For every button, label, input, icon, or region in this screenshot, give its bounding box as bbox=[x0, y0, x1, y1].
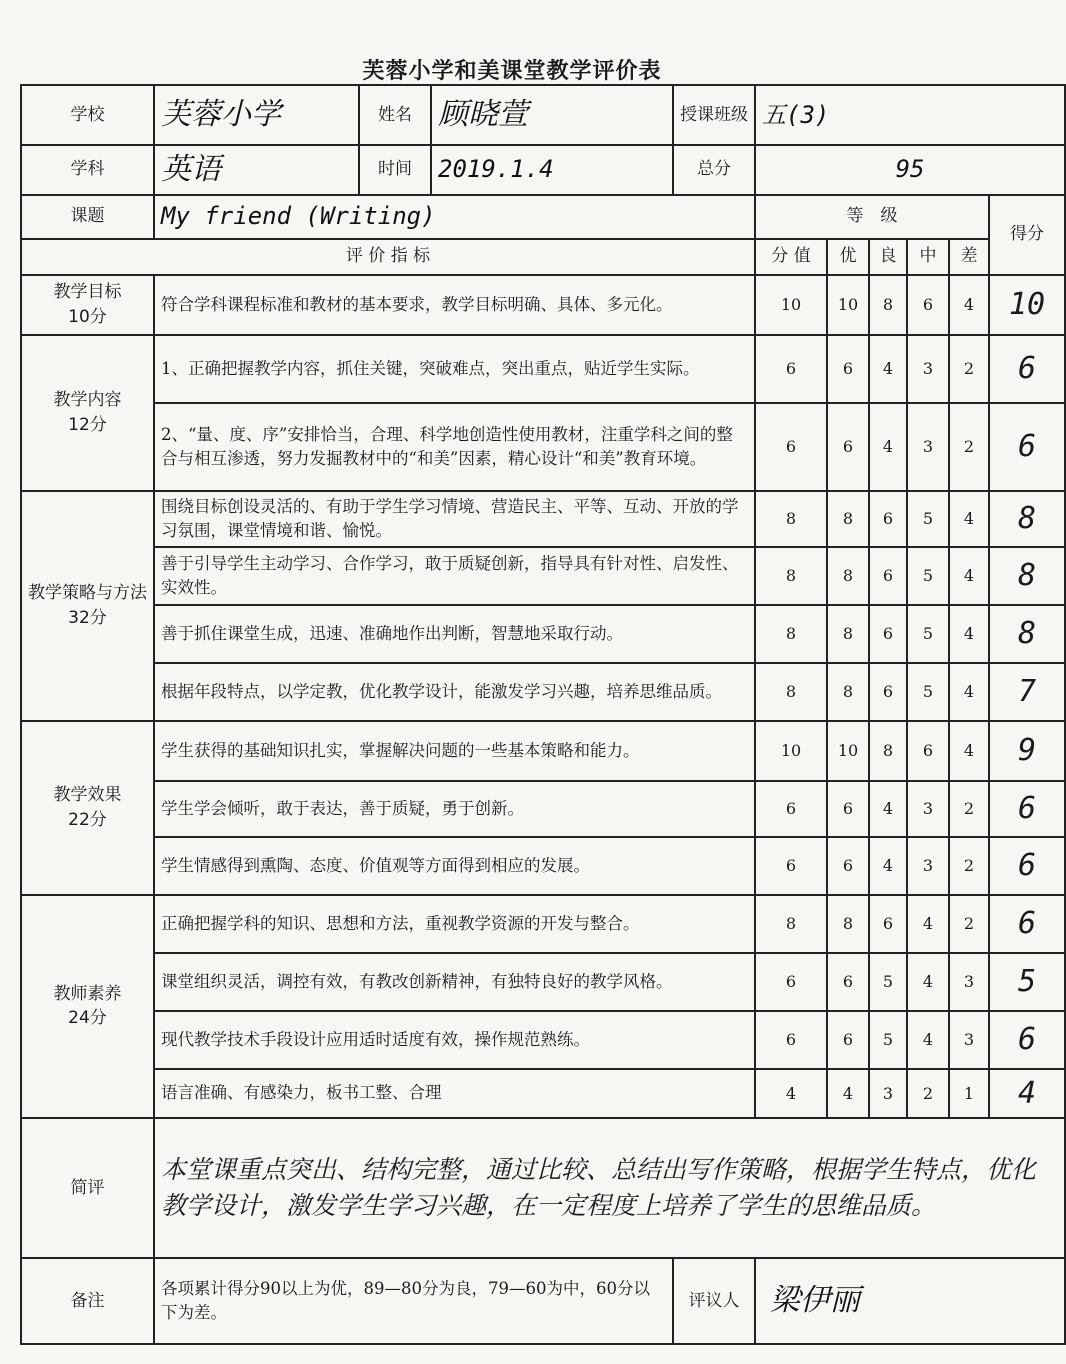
criteria-row bbox=[21, 547, 1065, 605]
grade-label: 等 级 bbox=[755, 195, 989, 239]
criterion-text: 语言准确、有感染力，板书工整、合理 bbox=[154, 1069, 755, 1119]
comment-label: 简评 bbox=[21, 1118, 154, 1258]
awarded-score: 4 bbox=[989, 1069, 1065, 1119]
topic-label: 课题 bbox=[21, 195, 154, 239]
criteria-row bbox=[21, 895, 1065, 953]
poor-value: 3 bbox=[949, 953, 989, 1011]
category-cell bbox=[21, 491, 154, 721]
awarded-score: 6 bbox=[989, 1011, 1065, 1069]
good-value: 4 bbox=[869, 837, 907, 895]
category-cell bbox=[21, 275, 154, 335]
category-name: 教师素养 bbox=[53, 983, 122, 1004]
point-value: 6 bbox=[755, 837, 827, 895]
poor-label: 差 bbox=[949, 239, 989, 275]
good-label: 良 bbox=[869, 239, 907, 275]
criteria-row bbox=[21, 403, 1065, 491]
excellent-label: 优 bbox=[827, 239, 869, 275]
category-points: 12分 bbox=[68, 414, 107, 435]
total-label: 总分 bbox=[673, 145, 755, 195]
poor-value: 2 bbox=[949, 335, 989, 403]
awarded-score: 9 bbox=[989, 721, 1065, 781]
medium-value: 5 bbox=[907, 547, 949, 605]
poor-value: 4 bbox=[949, 547, 989, 605]
criterion-text: 学生获得的基础知识扎实，掌握解决问题的一些基本策略和能力。 bbox=[154, 721, 755, 781]
awarded-score: 7 bbox=[989, 663, 1065, 721]
point-value: 8 bbox=[755, 547, 827, 605]
medium-label: 中 bbox=[907, 239, 949, 275]
point-value: 4 bbox=[755, 1069, 827, 1119]
value-label: 分 值 bbox=[755, 239, 827, 275]
medium-value: 3 bbox=[907, 781, 949, 837]
good-value: 4 bbox=[869, 403, 907, 491]
score-label: 得分 bbox=[989, 195, 1065, 275]
name-label: 姓名 bbox=[359, 85, 431, 145]
school-value: 芙蓉小学 bbox=[154, 85, 359, 145]
evaluation-table bbox=[20, 84, 1066, 1345]
total-score-value: 95 bbox=[755, 145, 1065, 195]
medium-value: 6 bbox=[907, 275, 949, 335]
criterion-text: 1、正确把握教学内容，抓住关键，突破难点，突出重点，贴近学生实际。 bbox=[154, 335, 755, 403]
poor-value: 1 bbox=[949, 1069, 989, 1119]
criteria-row bbox=[21, 491, 1065, 547]
criteria-row bbox=[21, 837, 1065, 895]
excellent-value: 6 bbox=[827, 837, 869, 895]
awarded-score: 8 bbox=[989, 491, 1065, 547]
excellent-value: 6 bbox=[827, 335, 869, 403]
excellent-value: 8 bbox=[827, 605, 869, 663]
medium-value: 2 bbox=[907, 1069, 949, 1119]
good-value: 5 bbox=[869, 953, 907, 1011]
evaluator-value: 梁伊丽 bbox=[755, 1258, 1065, 1344]
topic-value: My friend (Writing) bbox=[154, 195, 755, 239]
subject-label: 学科 bbox=[21, 145, 154, 195]
category-points: 32分 bbox=[68, 607, 107, 628]
class-value: 五(3) bbox=[755, 85, 1065, 145]
category-name: 教学内容 bbox=[53, 389, 122, 410]
poor-value: 2 bbox=[949, 781, 989, 837]
criteria-label: 评 价 指 标 bbox=[21, 239, 755, 275]
remark-label: 备注 bbox=[21, 1258, 154, 1344]
category-cell bbox=[21, 335, 154, 491]
excellent-value: 6 bbox=[827, 953, 869, 1011]
criteria-row bbox=[21, 1069, 1065, 1119]
criterion-text: 根据年段特点，以学定教，优化教学设计，能激发学习兴趣，培养思维品质。 bbox=[154, 663, 755, 721]
criteria-row bbox=[21, 953, 1065, 1011]
excellent-value: 6 bbox=[827, 781, 869, 837]
date-value: 2019.1.4 bbox=[431, 145, 673, 195]
category-points: 10分 bbox=[68, 306, 107, 327]
point-value: 8 bbox=[755, 895, 827, 953]
good-value: 6 bbox=[869, 605, 907, 663]
remark-value: 各项累计得分90以上为优，89—80分为良，79—60为中，60分以下为差。 bbox=[154, 1258, 673, 1344]
medium-value: 5 bbox=[907, 605, 949, 663]
category-points: 24分 bbox=[68, 1008, 107, 1029]
category-name: 教学效果 bbox=[53, 784, 122, 805]
excellent-value: 8 bbox=[827, 663, 869, 721]
poor-value: 2 bbox=[949, 837, 989, 895]
point-value: 6 bbox=[755, 335, 827, 403]
criterion-text: 2、“量、度、序”安排恰当，合理、科学地创造性使用教材，注重学科之间的整合与相互渗透，努力发掘教材中的“和美”因素，精心设计“和美”教育环境。 bbox=[154, 403, 755, 491]
criterion-text: 符合学科课程标准和教材的基本要求，教学目标明确、具体、多元化。 bbox=[154, 275, 755, 335]
criteria-row bbox=[21, 605, 1065, 663]
excellent-value: 6 bbox=[827, 1011, 869, 1069]
good-value: 6 bbox=[869, 895, 907, 953]
awarded-score: 6 bbox=[989, 781, 1065, 837]
point-value: 6 bbox=[755, 781, 827, 837]
good-value: 8 bbox=[869, 275, 907, 335]
comment-value: 本堂课重点突出、结构完整，通过比较、总结出写作策略，根据学生特点，优化教学设计，激发学生学习兴趣，在一定程度上培养了学生的思维品质。 bbox=[154, 1118, 1065, 1258]
criterion-text: 现代教学技术手段设计应用适时适度有效，操作规范熟练。 bbox=[154, 1011, 755, 1069]
good-value: 3 bbox=[869, 1069, 907, 1119]
criterion-text: 善于引导学生主动学习、合作学习，敢于质疑创新，指导具有针对性、启发性、实效性。 bbox=[154, 547, 755, 605]
form-title: 芙蓉小学和美课堂教学评价表 bbox=[362, 59, 662, 84]
category-name: 教学策略与方法 bbox=[28, 582, 147, 603]
point-value: 8 bbox=[755, 663, 827, 721]
poor-value: 4 bbox=[949, 491, 989, 547]
criteria-row bbox=[21, 663, 1065, 721]
medium-value: 6 bbox=[907, 721, 949, 781]
medium-value: 3 bbox=[907, 335, 949, 403]
poor-value: 4 bbox=[949, 275, 989, 335]
class-label: 授课班级 bbox=[673, 85, 755, 145]
medium-value: 5 bbox=[907, 491, 949, 547]
awarded-score: 6 bbox=[989, 335, 1065, 403]
medium-value: 4 bbox=[907, 895, 949, 953]
awarded-score: 5 bbox=[989, 953, 1065, 1011]
excellent-value: 10 bbox=[827, 275, 869, 335]
criteria-row bbox=[21, 1011, 1065, 1069]
medium-value: 4 bbox=[907, 953, 949, 1011]
point-value: 6 bbox=[755, 403, 827, 491]
criteria-row bbox=[21, 335, 1065, 403]
criterion-text: 学生学会倾听，敢于表达，善于质疑，勇于创新。 bbox=[154, 781, 755, 837]
point-value: 10 bbox=[755, 275, 827, 335]
good-value: 4 bbox=[869, 335, 907, 403]
excellent-value: 8 bbox=[827, 491, 869, 547]
good-value: 8 bbox=[869, 721, 907, 781]
criteria-row bbox=[21, 275, 1065, 335]
criterion-text: 围绕目标创设灵活的、有助于学生学习情境、营造民主、平等、互动、开放的学习氛围，课堂情境和谐、愉悦。 bbox=[154, 491, 755, 547]
point-value: 6 bbox=[755, 1011, 827, 1069]
evaluator-label: 评议人 bbox=[673, 1258, 755, 1344]
poor-value: 4 bbox=[949, 721, 989, 781]
poor-value: 4 bbox=[949, 605, 989, 663]
category-points: 22分 bbox=[68, 809, 107, 830]
good-value: 6 bbox=[869, 663, 907, 721]
medium-value: 3 bbox=[907, 403, 949, 491]
medium-value: 3 bbox=[907, 837, 949, 895]
point-value: 8 bbox=[755, 491, 827, 547]
poor-value: 3 bbox=[949, 1011, 989, 1069]
good-value: 4 bbox=[869, 781, 907, 837]
category-cell bbox=[21, 895, 154, 1119]
criterion-text: 课堂组织灵活，调控有效，有教改创新精神，有独特良好的教学风格。 bbox=[154, 953, 755, 1011]
category-name: 教学目标 bbox=[53, 281, 122, 302]
awarded-score: 10 bbox=[989, 275, 1065, 335]
poor-value: 2 bbox=[949, 895, 989, 953]
medium-value: 4 bbox=[907, 1011, 949, 1069]
point-value: 6 bbox=[755, 953, 827, 1011]
awarded-score: 6 bbox=[989, 837, 1065, 895]
teacher-name-value: 顾晓萱 bbox=[431, 85, 673, 145]
criterion-text: 正确把握学科的知识、思想和方法，重视教学资源的开发与整合。 bbox=[154, 895, 755, 953]
excellent-value: 8 bbox=[827, 547, 869, 605]
criterion-text: 学生情感得到熏陶、态度、价值观等方面得到相应的发展。 bbox=[154, 837, 755, 895]
criteria-row bbox=[21, 781, 1065, 837]
excellent-value: 6 bbox=[827, 403, 869, 491]
school-label: 学校 bbox=[21, 85, 154, 145]
point-value: 8 bbox=[755, 605, 827, 663]
awarded-score: 6 bbox=[989, 403, 1065, 491]
awarded-score: 8 bbox=[989, 547, 1065, 605]
criterion-text: 善于抓住课堂生成，迅速、准确地作出判断，智慧地采取行动。 bbox=[154, 605, 755, 663]
criteria-row bbox=[21, 721, 1065, 781]
awarded-score: 8 bbox=[989, 605, 1065, 663]
awarded-score: 6 bbox=[989, 895, 1065, 953]
excellent-value: 10 bbox=[827, 721, 869, 781]
good-value: 6 bbox=[869, 547, 907, 605]
poor-value: 4 bbox=[949, 663, 989, 721]
category-cell bbox=[21, 721, 154, 895]
medium-value: 5 bbox=[907, 663, 949, 721]
subject-value: 英语 bbox=[154, 145, 359, 195]
good-value: 6 bbox=[869, 491, 907, 547]
good-value: 5 bbox=[869, 1011, 907, 1069]
excellent-value: 8 bbox=[827, 895, 869, 953]
point-value: 10 bbox=[755, 721, 827, 781]
time-label: 时间 bbox=[359, 145, 431, 195]
excellent-value: 4 bbox=[827, 1069, 869, 1119]
poor-value: 2 bbox=[949, 403, 989, 491]
